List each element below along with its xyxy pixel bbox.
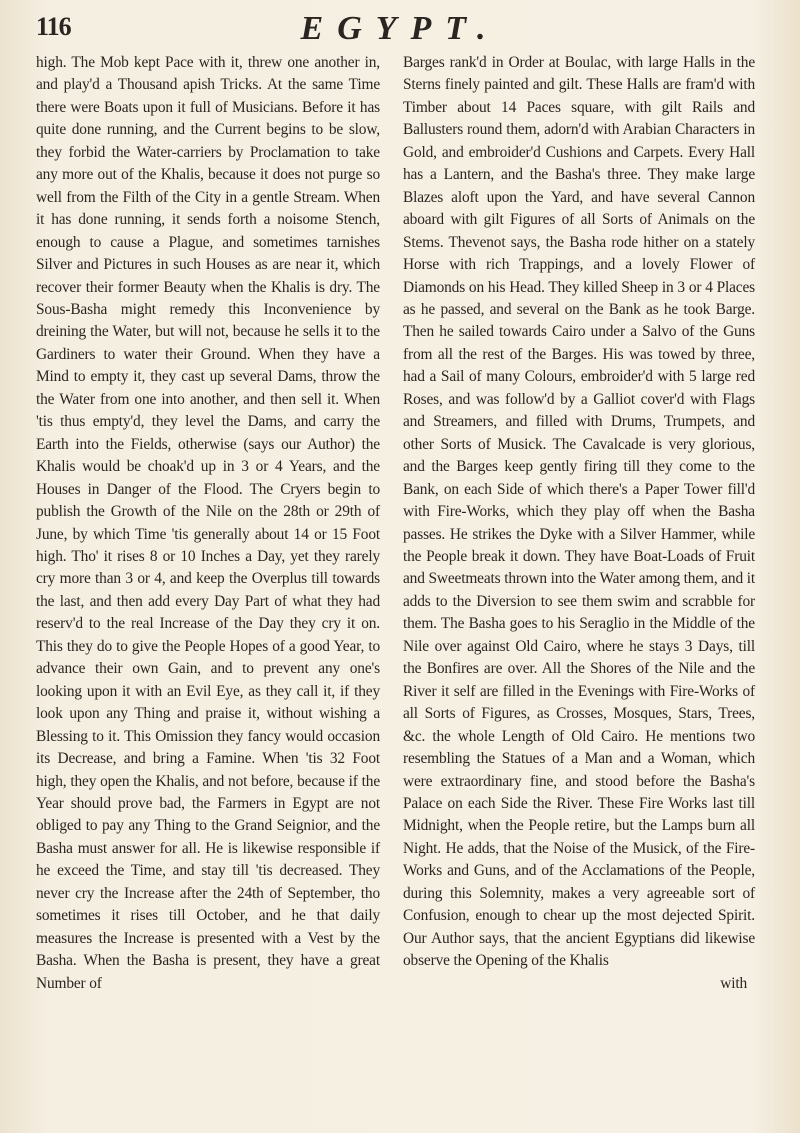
running-title: EGYPT.: [300, 10, 500, 47]
page-number: 116: [36, 12, 71, 41]
right-column: [403, 52, 755, 995]
left-column: [36, 52, 380, 995]
catchword: with: [720, 974, 747, 992]
left-column-text: high. The Mob kept Pace with it, threw one another in, and play'd a Thousand apish Tricks. At the same Time there were Boats upon it full of Musicians. Before it has quite done running, and the Current begins to be slow, they forbid the Water-carriers by Proclamation to take any more out of the Khalis, because it does not purge so well from the Filth of the City in a gentle Stream. When it has done running, it sends forth a noisome Stench, enough to cause a Plague, and sometimes tarnishes Silver and Pictures in such Houses as are near it, which recover their former Beauty when the Khalis is dry. The Sous-Basha might remedy this Inconvenience by dreining the Water, but will not, because he sells it to the Gardiners to water their Ground. When they have a Mind to empty it, they cast up several Dams, throw the the Water from one into another, and then sell it. When 'tis thus empty'd, they level the Dams, and carry the Earth into the Fields, otherwise (says our Author) the Khalis would be choak'd up in 3 or 4 Years, and the Houses in Danger of the Flood. The Cryers begin to publish the Growth of the Nile on the 28th or 29th of June, by which Time 'tis generally about 14 or 15 Foot high. Tho' it rises 8 or 10 Inches a Day, yet they rarely cry more than 3 or 4, and keep the Overplus till towards the last, and then add every Day Part of what they had reserv'd to the real Increase of the Day they cry it on. This they do to give the People Hopes of a good Year, to advance their own Gain, and to prevent any one's looking upon it with an Evil Eye, as they call it, if they look upon any Thing and praise it, without wishing a Blessing to it. This Omission they fancy would occasion its Decrease, and bring a Famine. When 'tis 32 Foot high, they open the Khalis, and not before, because if the Year should prove bad, the Farmers in Egypt are not obliged to pay any Thing to the Grand Seignior, and the Basha must answer for all. He is likewise responsible if he exceed the Time, and stay till 'tis decreased. They never cry the Increase after the 24th of September, tho sometimes it rises till October, and he that daily measures the Increase is presented with a Vest by the Basha. When the Basha is present, they have a great Number of: [36, 54, 380, 992]
page-header: [36, 10, 764, 50]
right-column-text: Barges rank'd in Order at Boulac, with large Halls in the Sterns finely painted and gilt. These Halls are fram'd with Timber about 14 Paces square, with gilt Rails and Ballusters round them, adorn'd with Arabian Characters in Gold, and embroider'd Cushions and Carpets. Every Hall has a Lantern, and the Basha's three. They make large Blazes aloft upon the Yard, and have several Cannon aboard with gilt Figures of all Sorts of Animals on the Stems. Thevenot says, the Basha rode hither on a stately Horse with rich Trappings, and a lovely Flower of Diamonds on his Head. They killed Sheep in 3 or 4 Places as he passed, and several on the Bank as he took Barge. Then he sailed towards Cairo under a Salvo of the Guns from all the rest of the Barges. His was towed by three, had a Sail of many Colours, embroider'd with 5 large red Roses, and was follow'd by a Galliot cover'd with Flags and Streamers, and filled with Drums, Trumpets, and other Sorts of Musick. The Cavalcade is very glorious, and the Barges keep gently firing till they come to the Bank, on each Side of which there's a Paper Tower fill'd with Fire-Works, which they play off when the Basha passes. He strikes the Dyke with a Silver Hammer, while the People break it down. They have Boat-Loads of Fruit and Sweetmeats thrown into the Water among them, and it adds to the Diversion to see them swim and scrabble for them. The Basha goes to his Seraglio in the Middle of the Nile over against Old Cairo, where he stays 3 Days, till the Bonfires are over. All the Shores of the Nile and the River it self are filled in the Evenings with Fire-Works of all Sorts of Figures, as Crosses, Mosques, Stars, Trees, &c. the whole Length of Old Cairo. He mentions two resembling the Statues of a Man and a Woman, which were extraordinary fine, and stood before the Basha's Palace on each Side the River. These Fire Works last till Midnight, when the People retire, but the Lamps burn all Night. He adds, that the Noise of the Musick, of the Fire-Works and Guns, and of the Acclamations of the People, during this Solemnity, makes a very agreeable sort of Confusion, enough to chear up the most dejected Spirit. Our Author says, that the ancient Egyptians did likewise observe the Opening of the Khalis: [403, 54, 755, 970]
